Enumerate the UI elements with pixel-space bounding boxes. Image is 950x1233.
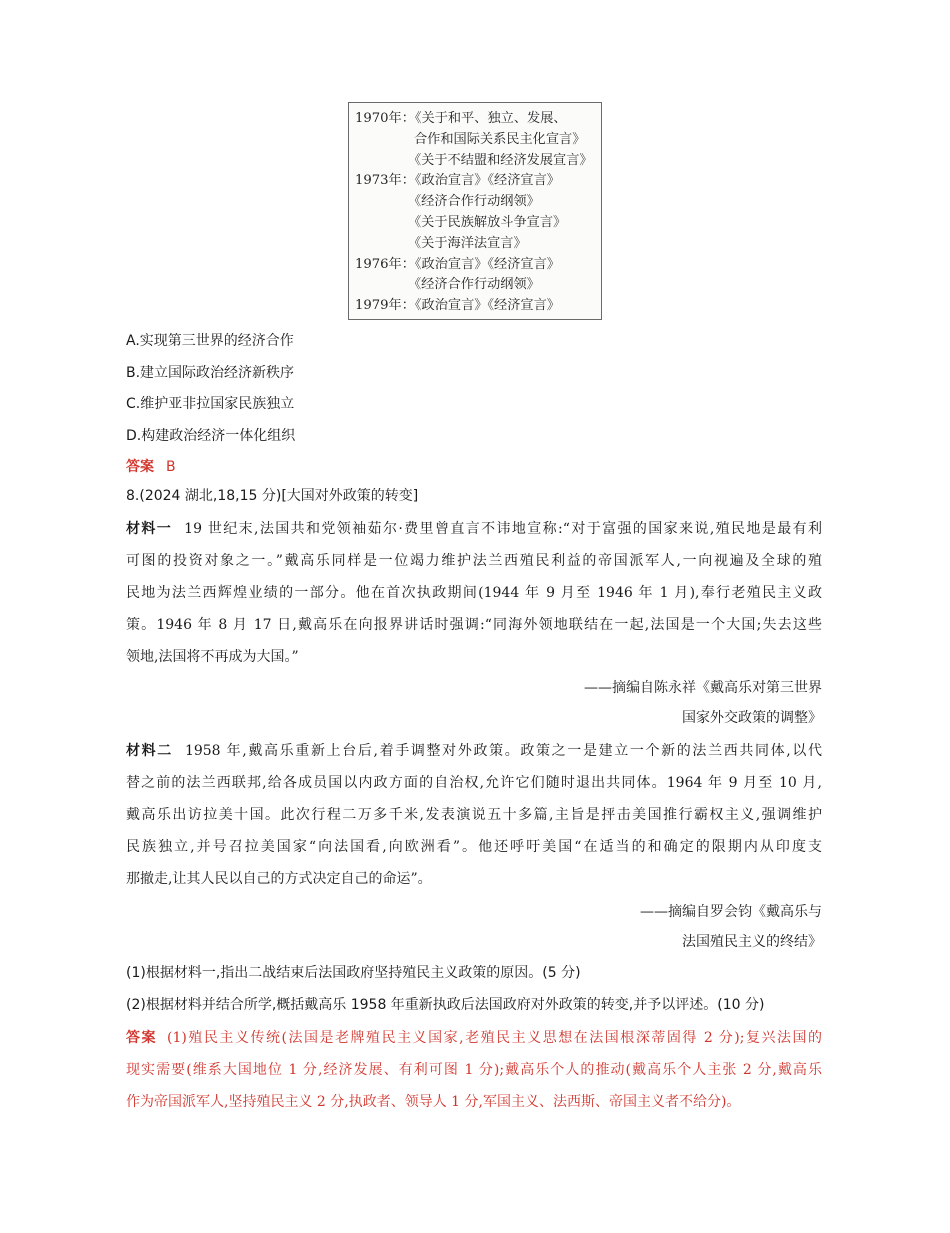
answer-options — [126, 330, 295, 456]
figure-line: 《关于民族解放斗争宣言》 — [408, 214, 567, 230]
question-header: 8.(2024 湖北,18,15 分)[大国对外政策的转变] — [126, 488, 419, 504]
material-line: 民族独立,并号召拉美国家“向法国看,向欧洲看”。他还呼吁美国“在适当的和确定的限期内从印度支 — [126, 839, 822, 855]
option-b: B.建立国际政治经济新秩序 — [126, 364, 295, 381]
source-line: 法国殖民主义的终结》 — [682, 934, 822, 950]
figure-line: 1970年：《关于和平、独立、发展、 — [355, 111, 567, 126]
material-label: 材料一 — [126, 521, 173, 537]
material-line: 可图的投资对象之一。”戴高乐同样是一位竭力维护法兰西殖民利益的帝国派军人,一向视遍及全球的殖 — [126, 553, 822, 569]
source-line: 国家外交政策的调整》 — [682, 710, 822, 726]
material-line: 策。1946 年 8 月 17 日,戴高乐在向报界讲话时强调:“同海外领地联结在一起,法国是一个大国;失去这些 — [126, 617, 822, 633]
figure-line: 《关于海洋法宣言》 — [408, 235, 527, 251]
answer-label: 答案 — [126, 1030, 158, 1046]
figure-line: 1979年：《政治宣言》《经济宣言》 — [355, 298, 560, 314]
answer-line — [126, 456, 176, 476]
option-c: C.维护亚非拉国家民族独立 — [126, 396, 295, 412]
material-line: 戴高乐出访拉美十国。此次行程二万多千米,发表演说五十多篇,主旨是抨击美国推行霸权主义,强调维护 — [126, 807, 822, 823]
material-two — [126, 735, 822, 895]
material-line: 1958 年,戴高乐重新上台后,着手调整对外政策。政策之一是建立一个新的法兰西共同体,以代 — [184, 743, 823, 759]
material-two-source — [640, 897, 822, 957]
figure-line: 1973年：《政治宣言》《经济宣言》 — [355, 173, 560, 189]
figure-line: 《经济合作行动纲领》 — [408, 277, 540, 293]
material-line: 替之前的法兰西联邦,给各成员国以内政方面的自治权,允许它们随时退出共同体。1964 年 9 月至 10 月, — [126, 775, 822, 791]
sub-question-2: (2)根据材料并结合所学,概括戴高乐 1958 年重新执政后法国政府对外政策的转变,并予以评述。(10 分) — [126, 997, 765, 1013]
answer-label: 答案 — [126, 459, 154, 475]
material-line: 领地,法国将不再成为大国。” — [126, 649, 299, 665]
answer-line: 现实需要(维系大国地位 1 分,经济发展、有利可图 1 分);戴高乐个人的推动(戴高乐个人主张 2 分,戴高乐 — [126, 1062, 822, 1078]
figure-line: 合作和国际关系民主化宣言》 — [414, 131, 586, 147]
figure-line: 《关于不结盟和经济发展宣言》 — [408, 152, 593, 168]
document-figure — [348, 102, 602, 320]
option-d: D.构建政治经济一体化组织 — [126, 427, 296, 444]
material-line: 19 世纪末,法国共和党领袖茹尔·费里曾直言不讳地宣称:“对于富强的国家来说,殖民地是最有利 — [184, 521, 822, 537]
material-line: 民地为法兰西辉煌业绩的一部分。他在首次执政期间(1944 年 9 月至 1946 年 1 月),奉行老殖民主义政 — [126, 585, 822, 601]
source-line: ——摘编自罗会钧《戴高乐与 — [640, 904, 822, 920]
sub-question-1: (1)根据材料一,指出二战结束后法国政府坚持殖民主义政策的原因。(5 分) — [126, 965, 581, 981]
answer-value: B — [166, 459, 176, 475]
material-label: 材料二 — [126, 743, 173, 759]
answer-line: (1)殖民主义传统(法国是老牌殖民主义国家,老殖民主义思想在法国根深蒂固得 2 分);复兴法国的 — [167, 1030, 823, 1046]
option-a: A.实现第三世界的经济合作 — [126, 333, 294, 349]
material-line: 那撤走,让其人民以自己的方式决定自己的命运”。 — [126, 871, 432, 887]
figure-line: 《经济合作行动纲领》 — [408, 194, 540, 210]
answer-line: 作为帝国派军人,坚持殖民主义 2 分,执政者、领导人 1 分,军国主义、法西斯、帝国主义者不给分)。 — [126, 1094, 741, 1110]
figure-line: 1976年：《政治宣言》《经济宣言》 — [355, 256, 560, 272]
answer-explanation — [126, 1022, 822, 1118]
source-line: ——摘编自陈永祥《戴高乐对第三世界 — [584, 680, 822, 696]
material-one — [126, 513, 822, 673]
material-one-source — [584, 673, 822, 733]
